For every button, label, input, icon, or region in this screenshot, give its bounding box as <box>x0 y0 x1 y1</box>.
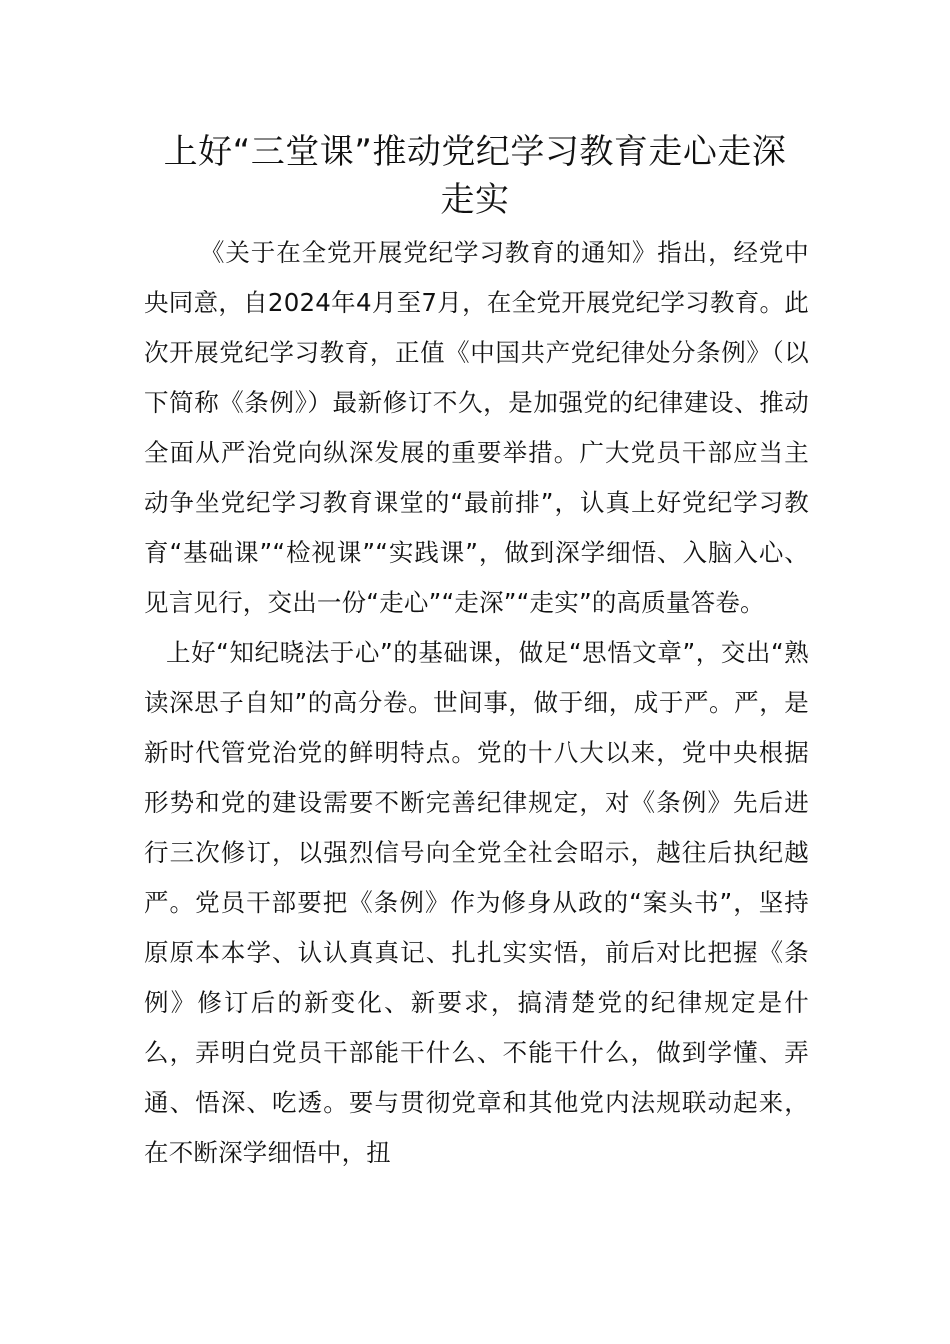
paragraph-basic-lesson: 上好“知纪晓法于心”的基础课，做足“思悟文章”，交出“熟读深思子自知”的高分卷。世间事，做于细，成于严。严，是新时代管党治党的鲜明特点。党的十八大以来，党中央根据形势和党的建设需要不断完善纪律规定，对《条例》先后进行三次修订，以强烈信号向全党全社会昭示，越往后执纪越严。党员干部要把《条例》作为修身从政的“案头书”，坚持原原本本学、认认真真记、扎扎实实悟，前后对比把握《条例》修订后的新变化、新要求，搞清楚党的纪律规定是什么，弄明白党员干部能干什么、不能干什么，做到学懂、弄通、悟深、吃透。要与贯彻党章和其他党内法规联动起来，在不断深学细悟中，扭 <box>144 638 809 1167</box>
document-body <box>144 228 809 1178</box>
document-title: 上好“三堂课”推动党纪学习教育走心走深走实 <box>163 132 787 220</box>
paragraph-intro: 《关于在全党开展党纪学习教育的通知》指出，经党中央同意，自2024年4月至7月，在全党开展党纪学习教育。此次开展党纪学习教育，正值《中国共产党纪律处分条例》（以下简称《条例》）最新修订不久，是加强党的纪律建设、推动全面从严治党向纵深发展的重要举措。广大党员干部应当主动争坐党纪学习教育课堂的“最前排”，认真上好党纪学习教育“基础课”“检视课”“实践课”，做到深学细悟、入脑入心、见言见行，交出一份“走心”“走深”“走实”的高质量答卷。 <box>144 238 809 617</box>
